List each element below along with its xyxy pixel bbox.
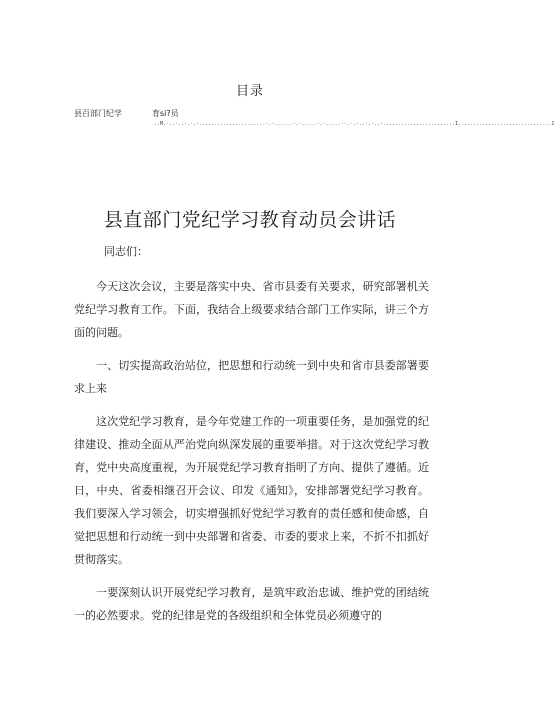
paragraph: 今天这次会议，主要是落实中央、省市县委有关要求，研究部署机关党纪学习教育工作。下面，我结合上级要求结合部门工作实际，讲三个方面的问题。 xyxy=(74,280,429,339)
toc-entry[interactable] xyxy=(74,108,554,132)
section-heading: 一、切实提高政治站位，把思想和行动统一到中央和省市县委部署要求上来 xyxy=(74,359,429,395)
toc-entry-fragment: 育si?员 xyxy=(152,109,179,118)
toc-title: 目录 xyxy=(235,84,264,99)
document-title: 县直部门党纪学习教育动员会讲话 xyxy=(103,209,397,231)
paragraph: 这次党纪学习教育，是今年党建工作的一项重要任务，是加强党的纪律建设、推动全面从严治党向纵深发展的重要举措。对于这次党纪学习教育，党中央高度重视，为开展党纪学习教育指明了方向、提供了遵循。近日，中央、省委相继召开会议、印发《通知》，安排部署党纪学习教育。我们要深入学习领会，切实增强抓好党纪学习教育的责任感和使命感，自觉把思想和行动统一到中央部署和省委、市委的要求上来，不折不扣抓好贯彻落实。 xyxy=(74,415,429,566)
paragraph: 一要深刻认识开展党纪学习教育，是筑牢政治忠诚、维护党的团结统一的必然要求。党的纪律是党的各级组织和全体党员必须遵守的 xyxy=(74,586,429,622)
document-body xyxy=(74,240,429,637)
toc-entry-title: 县百部门纪学 xyxy=(74,109,122,118)
toc-entry-leader: ..M.·..·..·.·.·......................·.·......·.·.....·.·.....··.·.·..·.·..·........................I...............................1 xyxy=(154,121,554,127)
greeting: 同志们： xyxy=(104,245,148,258)
